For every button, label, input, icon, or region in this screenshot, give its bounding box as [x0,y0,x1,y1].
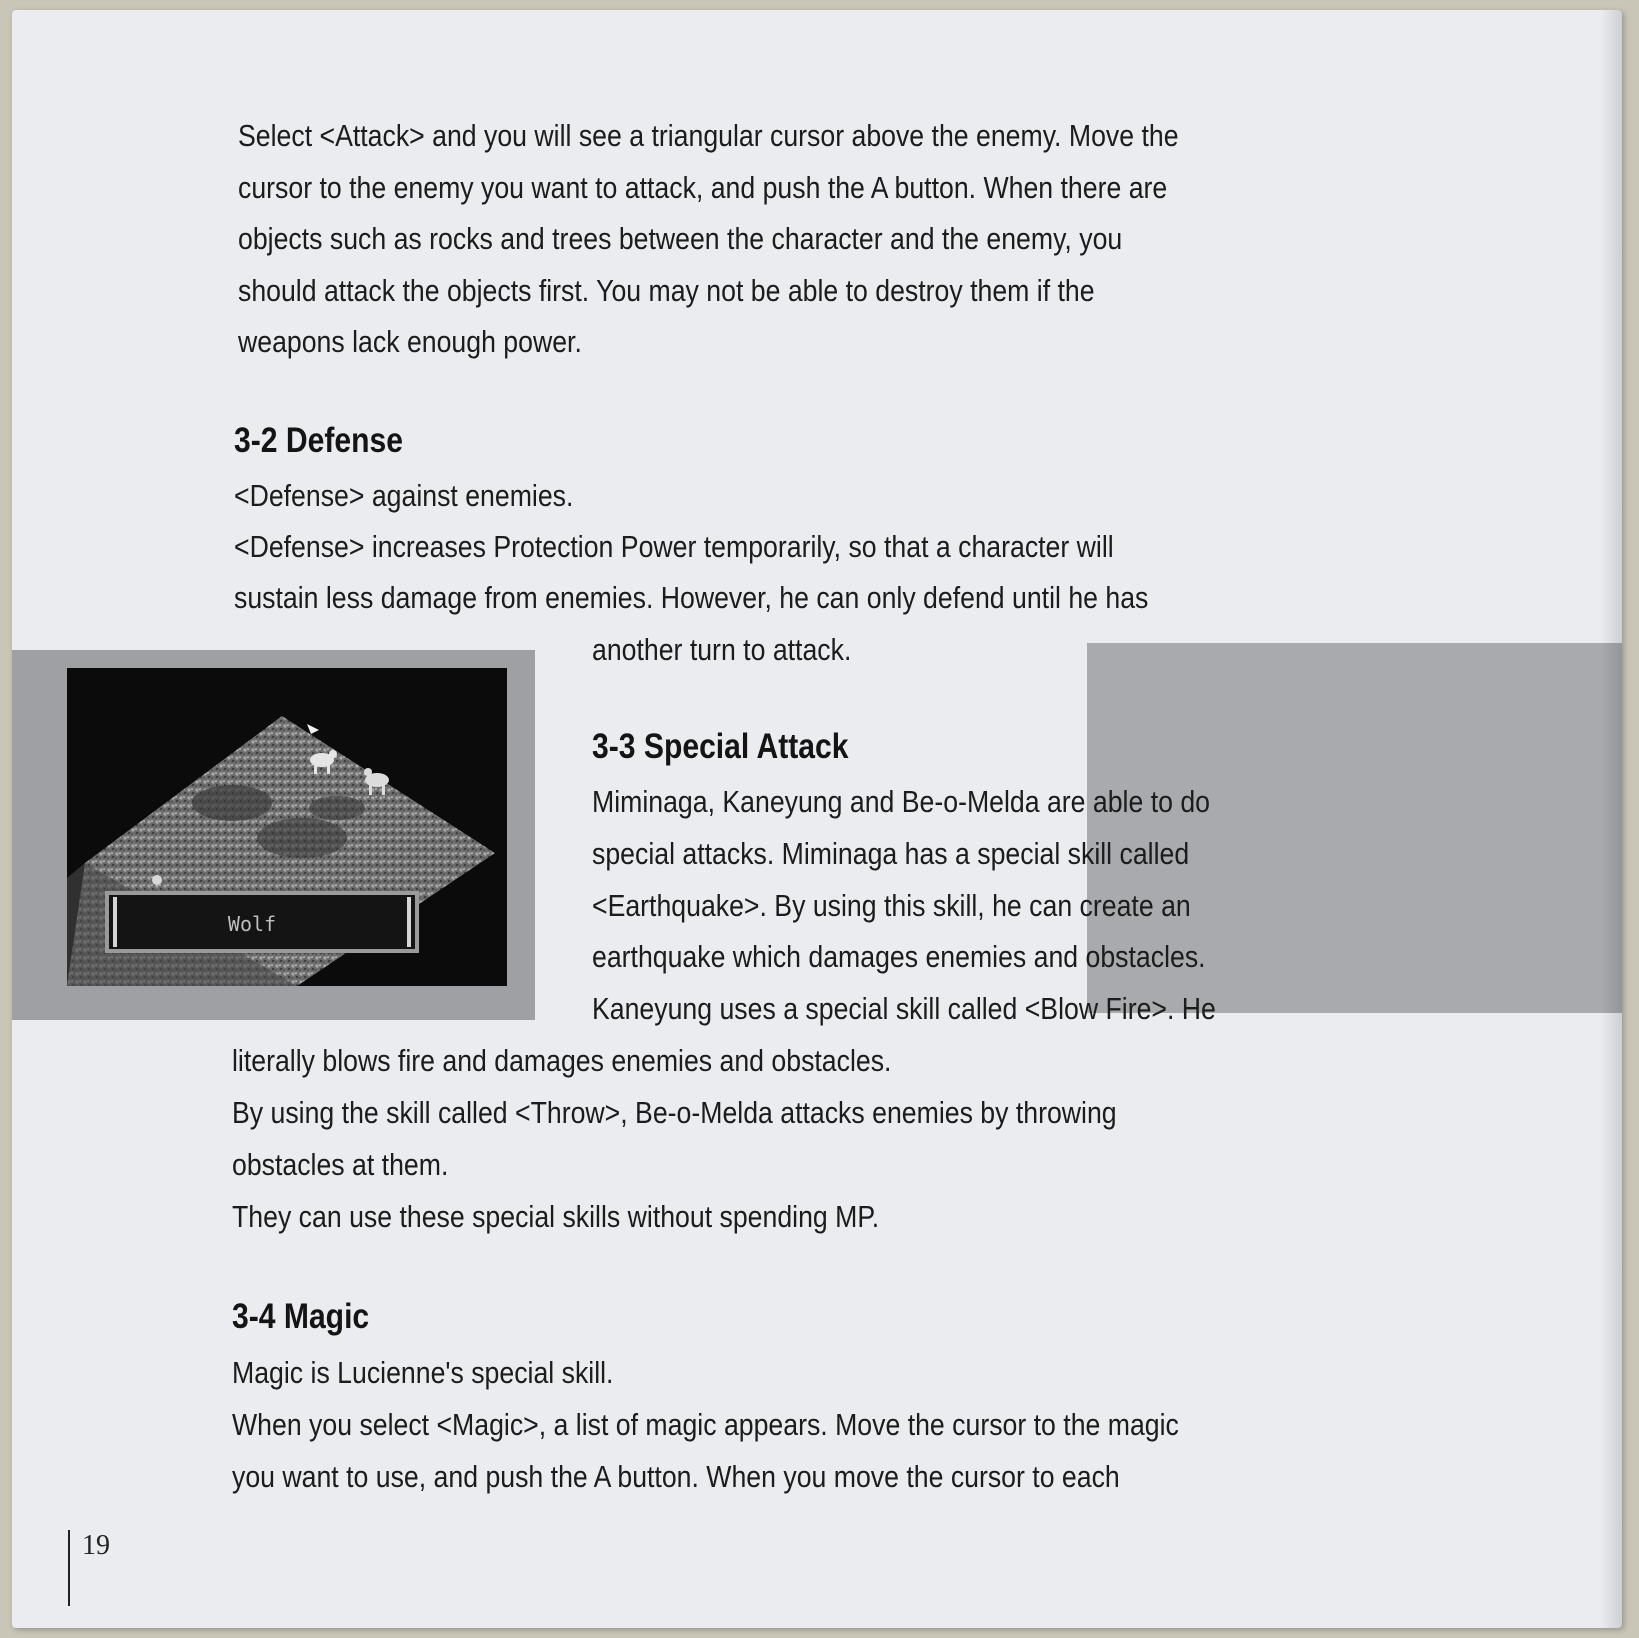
special-attack-line-1: Miminaga, Kaneyung and Be-o-Melda are able to do [592,784,1211,819]
manual-page [12,10,1622,1628]
defense-line-2: <Defense> increases Protection Power temporarily, so that a character will [234,529,1114,564]
defense-line-1: <Defense> against enemies. [234,478,574,513]
intro-line-3: objects such as rocks and trees between the character and the enemy, you [238,221,1123,256]
special-attack-line-5: Kaneyung uses a special skill called <Blow Fire>. He [592,991,1216,1026]
special-attack-line-7: By using the skill called <Throw>, Be-o-Melda attacks enemies by throwing [232,1095,1117,1130]
special-attack-line-3: <Earthquake>. By using this skill, he can create an [592,888,1191,923]
special-attack-line-4: earthquake which damages enemies and obstacles. [592,939,1206,974]
intro-line-1: Select <Attack> and you will see a triangular cursor above the enemy. Move the [238,118,1179,153]
magic-line-2: When you select <Magic>, a list of magic appears. Move the cursor to the magic [232,1407,1179,1442]
special-attack-line-2: special attacks. Miminaga has a special skill called [592,836,1190,871]
intro-line-4: should attack the objects first. You may not be able to destroy them if the [238,273,1095,308]
game-screenshot [67,668,507,986]
heading-special-attack: 3-3 Special Attack [592,727,849,766]
magic-line-1: Magic is Lucienne's special skill. [232,1355,614,1390]
page-edge-shadow [1600,10,1622,1628]
special-attack-line-8: obstacles at them. [232,1147,449,1182]
intro-line-5: weapons lack enough power. [238,324,582,359]
target-label: Wolf [227,912,277,936]
heading-defense: 3-2 Defense [234,421,403,460]
character-sprite [152,875,162,885]
magic-line-3: you want to use, and push the A button. When you move the cursor to each [232,1459,1120,1494]
page-number-rule [68,1530,70,1606]
defense-line-3: sustain less damage from enemies. However, he can only defend until he has [234,580,1149,615]
special-attack-line-6: literally blows fire and damages enemies and obstacles. [232,1043,892,1078]
intro-line-2: cursor to the enemy you want to attack, and push the A button. When there are [238,170,1168,205]
special-attack-line-9: They can use these special skills without spending MP. [232,1199,880,1234]
defense-line-4: another turn to attack. [592,632,852,667]
heading-magic: 3-4 Magic [232,1297,370,1336]
page-number: 19 [82,1530,110,1561]
